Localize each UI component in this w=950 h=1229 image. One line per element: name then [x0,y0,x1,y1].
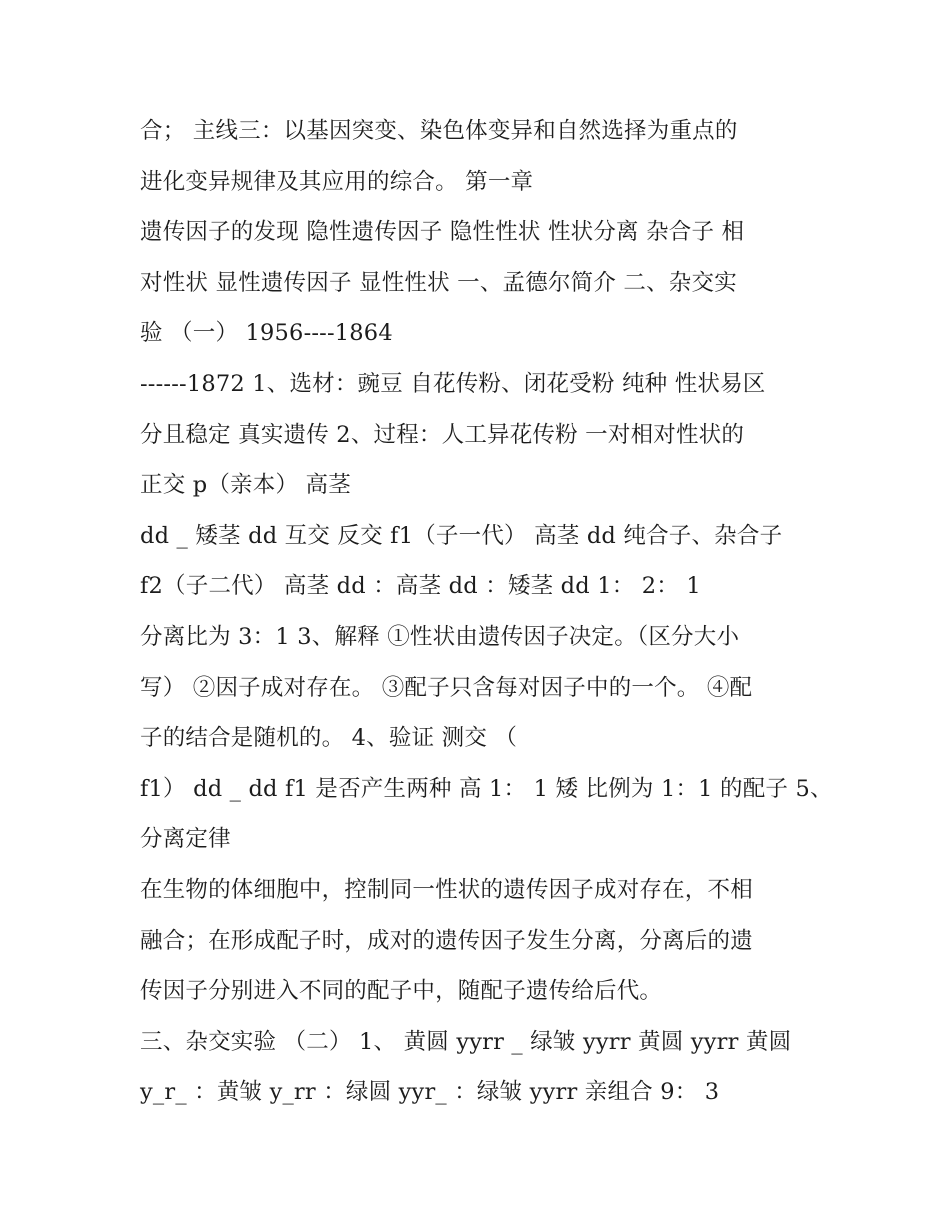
text-line: y_r_ ：黄皱 y_rr ：绿圆 yyr_ ：绿皱 yyrr 亲组合 9： 3 [140,1079,720,1106]
text-line: 验 （一） 1956----1864 [140,320,393,347]
text-line: 写） ②因子成对存在。 ③配子只含每对因子中的一个。 ④配 [140,674,753,701]
text-line: dd _ 矮茎 dd 互交 反交 f1（子一代） 高茎 dd 纯合子、杂合子 [140,522,783,549]
text-line: ------1872 1、选材：豌豆 自花传粉、闭花受粉 纯种 性状易区 [140,370,766,397]
text-line: 融合；在形成配子时，成对的遗传因子发生分离，分离后的遗 [140,927,753,954]
text-line: 分离比为 3：1 3、解释 ①性状由遗传因子决定。（区分大小 [140,623,740,650]
text-line: 进化变异规律及其应用的综合。 第一章 [140,168,534,195]
text-line: 分离定律 [140,826,231,853]
text-line: f1） dd _ dd f1 是否产生两种 高 1： 1 矮 比例为 1：1 的配子 5、 [140,775,833,802]
text-line: 遗传因子的发现 隐性遗传因子 隐性性状 性状分离 杂合子 相 [140,219,745,246]
document-body [140,106,833,1118]
text-line: 正交 p（亲本） 高茎 [140,472,351,499]
text-line: 在生物的体细胞中，控制同一性状的遗传因子成对存在，不相 [140,876,753,903]
text-line: 分且稳定 真实遗传 2、过程：人工异花传粉 一对相对性状的 [140,421,745,448]
text-line: 子的结合是随机的。 4、验证 测交 （ [140,725,518,752]
text-line: 对性状 显性遗传因子 显性性状 一、孟德尔简介 二、杂交实 [140,269,737,296]
text-line: f2（子二代） 高茎 dd ：高茎 dd ：矮茎 dd 1： 2： 1 [140,573,701,600]
text-line: 三、杂交实验 （二） 1、 黄圆 yyrr _ 绿皱 yyrr 黄圆 yyrr 黄圆 [140,1028,792,1055]
text-line: 传因子分别进入不同的配子中，随配子遗传给后代。 [140,978,663,1005]
text-line: 合； 主线三：以基因突变、染色体变异和自然选择为重点的 [140,118,738,144]
